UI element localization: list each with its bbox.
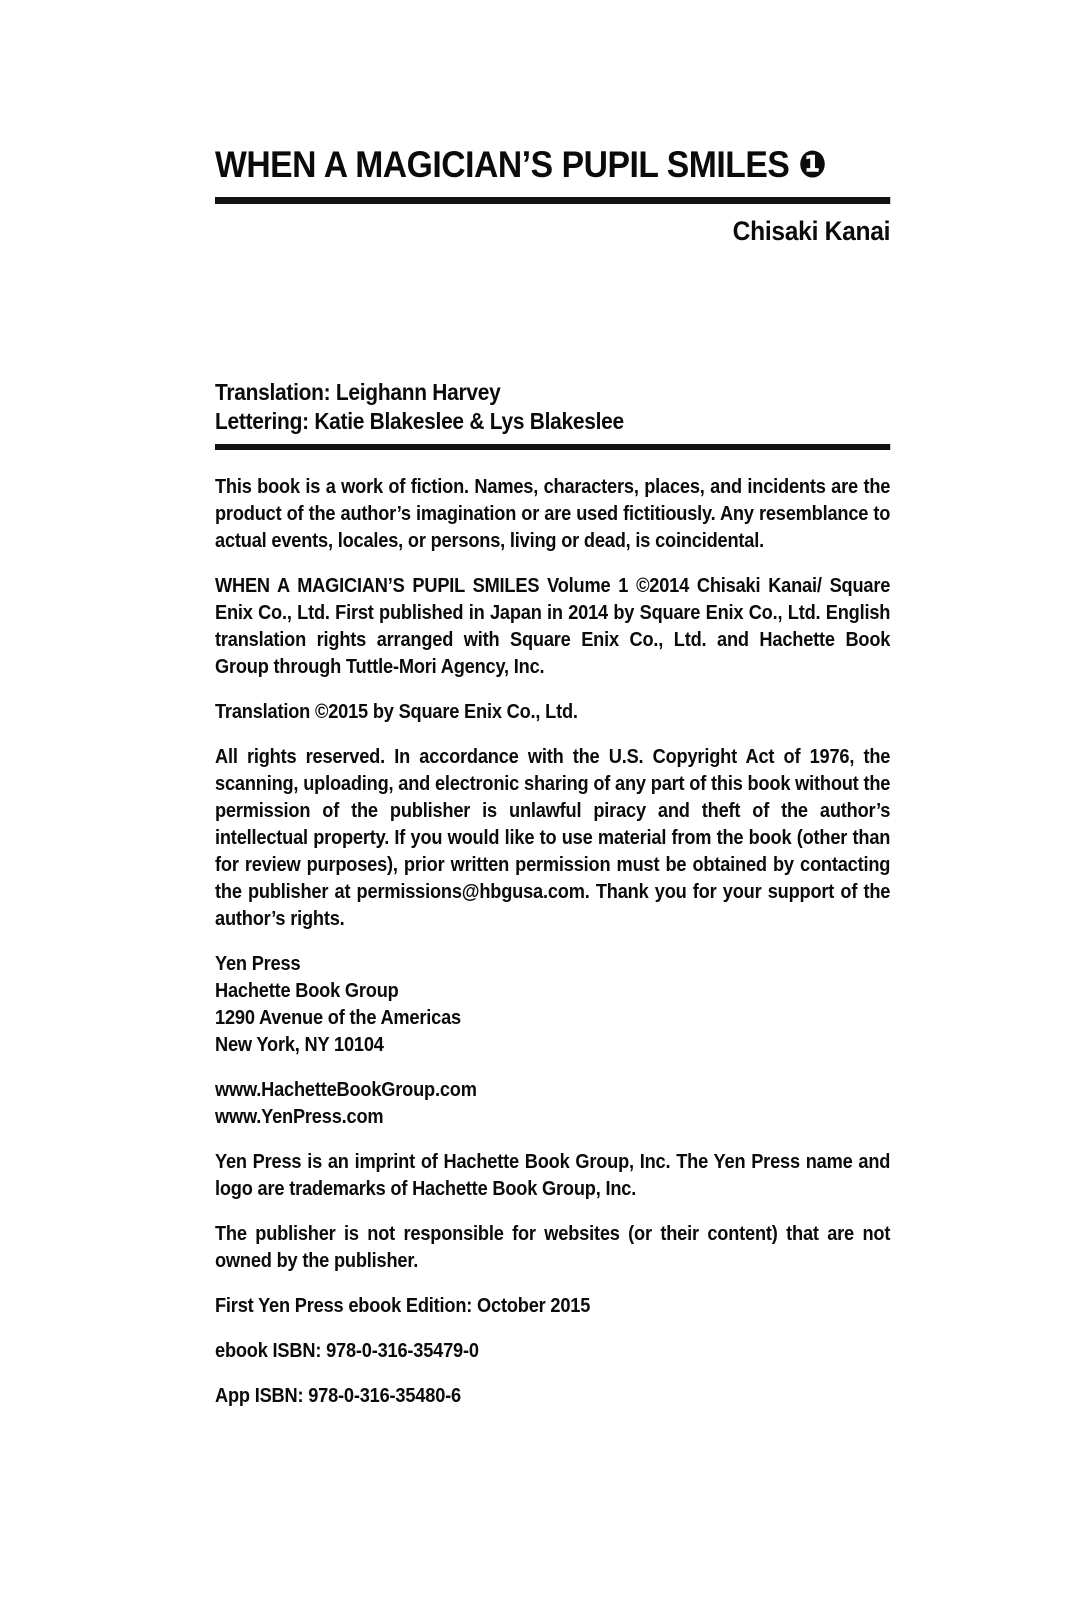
author-name: Chisaki Kanai [732,216,891,246]
book-title: WHEN A MAGICIAN’S PUPIL SMILES ❶ [215,144,827,185]
publisher-imprint-name: Yen Press [215,953,301,975]
website-list [215,1077,890,1131]
publisher-city: New York, NY 10104 [215,1034,384,1056]
translation-credit: Translation: Leighann Harvey [215,379,501,405]
edition-line: First Yen Press ebook Edition: October 2015 [215,1295,591,1317]
imprint-notice: Yen Press is an imprint of Hachette Book Group, Inc. The Yen Press name and logo are trademarks of Hachette Book Group, Inc. [215,1151,891,1200]
publisher-group-name: Hachette Book Group [215,980,399,1002]
lettering-credit: Lettering: Katie Blakeslee & Lys Blakeslee [215,408,624,434]
fiction-notice: This book is a work of fiction. Names, characters, places, and incidents are the product of the author’s imagination or are used fictitiously. Any resemblance to actual events, locales, or persons, living or dead, is coincidental. [215,476,891,552]
translation-copyright: Translation ©2015 by Square Enix Co., Ltd. [215,701,578,723]
rights-notice: All rights reserved. In accordance with the U.S. Copyright Act of 1976, the scanning, uploading, and electronic sharing of any part of this book without the permission of the publisher is unlawful piracy and theft of the author’s intellectual property. If you would like to use material from the book (other than for review purposes), prior written permission must be obtained by contacting the publisher at permissions@hbgusa.com. Thank you for your support of the author’s rights. [215,746,891,930]
website-yenpress: www.YenPress.com [215,1106,384,1128]
ebook-isbn: ebook ISBN: 978-0-316-35479-0 [215,1340,479,1362]
credits-block [215,378,890,436]
credits-rule [215,444,890,450]
copyright-page [215,0,890,1428]
publisher-street: 1290 Avenue of the Americas [215,1007,461,1029]
title-rule [215,197,890,204]
copyright-notice: WHEN A MAGICIAN’S PUPIL SMILES Volume 1 ©2014 Chisaki Kanai/ Square Enix Co., Ltd. First published in Japan in 2014 by Square Enix Co., Ltd. English translation rights arranged with Square Enix Co., Ltd. and Hachette Book Group through Tuttle-Mori Agency, Inc. [215,575,891,678]
app-isbn: App ISBN: 978-0-316-35480-6 [215,1385,461,1407]
website-disclaimer: The publisher is not responsible for websites (or their content) that are not owned by the publisher. [215,1223,891,1272]
website-hachette: www.HachetteBookGroup.com [215,1079,477,1101]
publisher-address [215,951,890,1059]
